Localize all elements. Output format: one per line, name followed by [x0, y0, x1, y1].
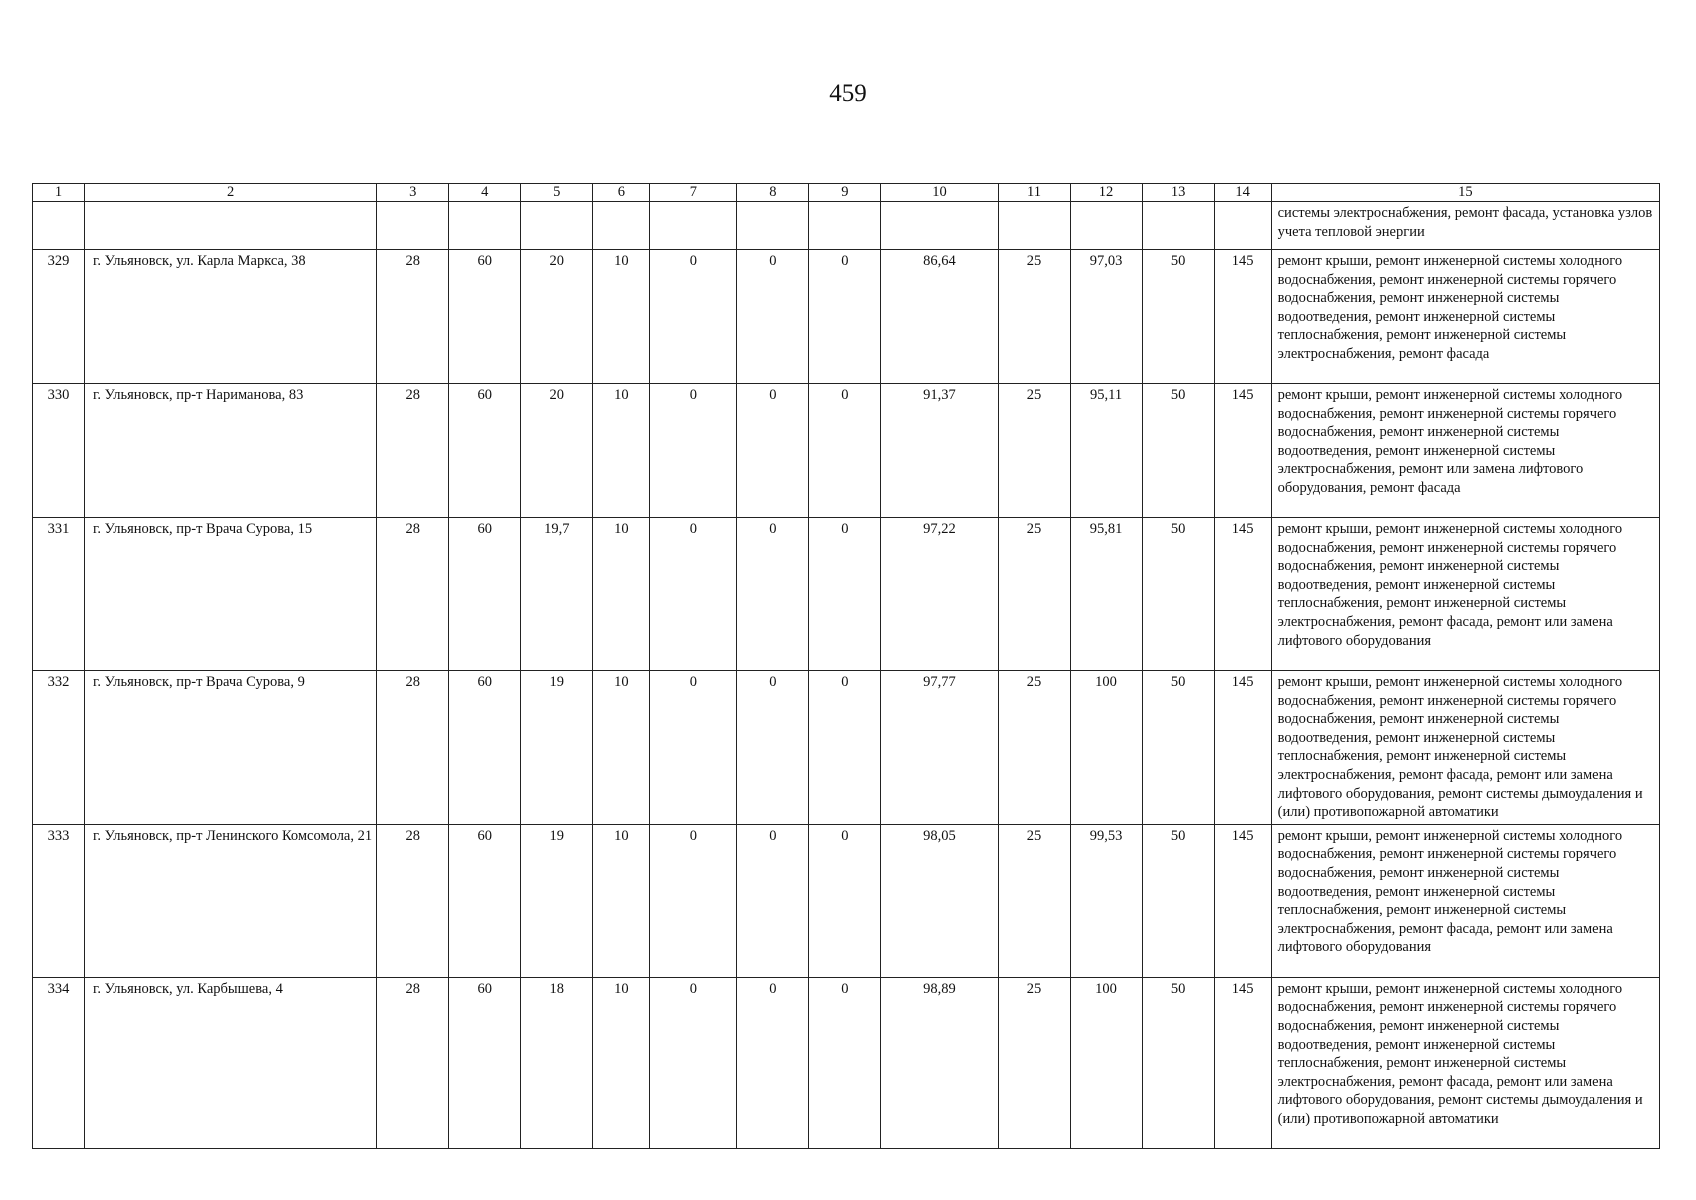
value-cell-c14: 145 [1214, 977, 1271, 1148]
value-cell-c6: 10 [593, 518, 650, 671]
value-cell-c9: 0 [809, 671, 881, 825]
value-cell-c4: 60 [449, 518, 521, 671]
value-cell-c4: 60 [449, 671, 521, 825]
value-cell-c9: 0 [809, 824, 881, 977]
value-cell-c9: 0 [809, 384, 881, 518]
value-cell-c7: 0 [650, 250, 737, 384]
empty-cell [998, 202, 1070, 250]
value-cell-c12: 95,11 [1070, 384, 1142, 518]
value-cell-c5: 20 [521, 384, 593, 518]
address-cell: г. Ульяновск, пр-т Ленинского Комсомола, 21 [85, 824, 377, 977]
value-cell-c13: 50 [1142, 824, 1214, 977]
works-cell: ремонт крыши, ремонт инженерной системы холодного водоснабжения, ремонт инженерной системы горячего водоснабжения, ремонт инженерной системы водоотведения, ремонт инженерной системы электроснабжения, ремонт или замена лифтового оборудования, ремонт фасада [1271, 384, 1659, 518]
row-number-cell: 332 [33, 671, 85, 825]
address-cell: г. Ульяновск, пр-т Врача Сурова, 15 [85, 518, 377, 671]
empty-cell [593, 202, 650, 250]
value-cell-c7: 0 [650, 384, 737, 518]
column-header: 2 [85, 184, 377, 202]
works-cell: ремонт крыши, ремонт инженерной системы холодного водоснабжения, ремонт инженерной системы горячего водоснабжения, ремонт инженерной системы водоотведения, ремонт инженерной системы теплоснабжения, ремонт инженерной системы электроснабжения, ремонт фасада, ремонт или замена лифтового оборудования, ремонт системы дымоудаления и (или) противопожарной автоматики [1271, 671, 1659, 825]
value-cell-c10: 91,37 [881, 384, 998, 518]
page-number: 459 [829, 80, 867, 107]
row-number-cell: 331 [33, 518, 85, 671]
column-header: 12 [1070, 184, 1142, 202]
value-cell-c11: 25 [998, 518, 1070, 671]
value-cell-c7: 0 [650, 671, 737, 825]
value-cell-c7: 0 [650, 977, 737, 1148]
column-header: 11 [998, 184, 1070, 202]
value-cell-c3: 28 [377, 384, 449, 518]
value-cell-c11: 25 [998, 250, 1070, 384]
value-cell-c6: 10 [593, 384, 650, 518]
row-number-cell: 333 [33, 824, 85, 977]
address-cell: г. Ульяновск, пр-т Врача Сурова, 9 [85, 671, 377, 825]
value-cell-c4: 60 [449, 977, 521, 1148]
column-header: 14 [1214, 184, 1271, 202]
value-cell-c6: 10 [593, 671, 650, 825]
value-cell-c10: 97,22 [881, 518, 998, 671]
table-row [33, 384, 1660, 518]
empty-cell [809, 202, 881, 250]
column-header: 4 [449, 184, 521, 202]
works-cell: ремонт крыши, ремонт инженерной системы холодного водоснабжения, ремонт инженерной системы горячего водоснабжения, ремонт инженерной системы водоотведения, ремонт инженерной системы теплоснабжения, ремонт инженерной системы электроснабжения, ремонт фасада, ремонт или замена лифтового оборудования [1271, 824, 1659, 977]
value-cell-c10: 86,64 [881, 250, 998, 384]
value-cell-c9: 0 [809, 977, 881, 1148]
repair-program-table [32, 183, 1660, 1149]
value-cell-c10: 98,05 [881, 824, 998, 977]
table-row [33, 977, 1660, 1148]
row-number-cell: 329 [33, 250, 85, 384]
value-cell-c12: 95,81 [1070, 518, 1142, 671]
table-body [33, 250, 1660, 1149]
value-cell-c4: 60 [449, 824, 521, 977]
address-cell: г. Ульяновск, ул. Карбышева, 4 [85, 977, 377, 1148]
column-header: 5 [521, 184, 593, 202]
value-cell-c4: 60 [449, 250, 521, 384]
value-cell-c3: 28 [377, 671, 449, 825]
column-header: 8 [737, 184, 809, 202]
empty-cell [737, 202, 809, 250]
empty-cell [650, 202, 737, 250]
value-cell-c3: 28 [377, 977, 449, 1148]
value-cell-c13: 50 [1142, 518, 1214, 671]
value-cell-c13: 50 [1142, 384, 1214, 518]
works-cell: системы электроснабжения, ремонт фасада, установка узлов учета тепловой энергии [1271, 202, 1659, 250]
empty-cell [449, 202, 521, 250]
column-number-row [33, 184, 1660, 202]
column-header: 9 [809, 184, 881, 202]
value-cell-c9: 0 [809, 250, 881, 384]
table-row [33, 250, 1660, 384]
value-cell-c14: 145 [1214, 671, 1271, 825]
value-cell-c12: 100 [1070, 671, 1142, 825]
value-cell-c14: 145 [1214, 824, 1271, 977]
value-cell-c3: 28 [377, 824, 449, 977]
value-cell-c7: 0 [650, 824, 737, 977]
empty-cell [1070, 202, 1142, 250]
value-cell-c8: 0 [737, 250, 809, 384]
value-cell-c9: 0 [809, 518, 881, 671]
value-cell-c7: 0 [650, 518, 737, 671]
value-cell-c8: 0 [737, 824, 809, 977]
table-row [33, 518, 1660, 671]
address-cell: г. Ульяновск, пр-т Нариманова, 83 [85, 384, 377, 518]
value-cell-c5: 18 [521, 977, 593, 1148]
column-header: 1 [33, 184, 85, 202]
value-cell-c11: 25 [998, 977, 1070, 1148]
value-cell-c6: 10 [593, 977, 650, 1148]
value-cell-c5: 20 [521, 250, 593, 384]
table-row [33, 671, 1660, 825]
value-cell-c13: 50 [1142, 977, 1214, 1148]
value-cell-c11: 25 [998, 671, 1070, 825]
value-cell-c14: 145 [1214, 384, 1271, 518]
column-header: 7 [650, 184, 737, 202]
column-header: 13 [1142, 184, 1214, 202]
value-cell-c8: 0 [737, 384, 809, 518]
column-header: 10 [881, 184, 998, 202]
empty-cell [521, 202, 593, 250]
value-cell-c14: 145 [1214, 518, 1271, 671]
row-number-cell: 334 [33, 977, 85, 1148]
address-cell: г. Ульяновск, ул. Карла Маркса, 38 [85, 250, 377, 384]
works-cell: ремонт крыши, ремонт инженерной системы холодного водоснабжения, ремонт инженерной системы горячего водоснабжения, ремонт инженерной системы водоотведения, ремонт инженерной системы теплоснабжения, ремонт инженерной системы электроснабжения, ремонт фасада [1271, 250, 1659, 384]
value-cell-c14: 145 [1214, 250, 1271, 384]
value-cell-c5: 19 [521, 824, 593, 977]
continuation-row [33, 202, 1660, 250]
value-cell-c10: 97,77 [881, 671, 998, 825]
column-header: 6 [593, 184, 650, 202]
empty-cell [377, 202, 449, 250]
value-cell-c8: 0 [737, 518, 809, 671]
row-number-cell: 330 [33, 384, 85, 518]
value-cell-c6: 10 [593, 250, 650, 384]
value-cell-c11: 25 [998, 824, 1070, 977]
value-cell-c3: 28 [377, 250, 449, 384]
value-cell-c13: 50 [1142, 250, 1214, 384]
empty-cell [1142, 202, 1214, 250]
value-cell-c12: 100 [1070, 977, 1142, 1148]
value-cell-c10: 98,89 [881, 977, 998, 1148]
empty-cell [85, 202, 377, 250]
works-cell: ремонт крыши, ремонт инженерной системы холодного водоснабжения, ремонт инженерной системы горячего водоснабжения, ремонт инженерной системы водоотведения, ремонт инженерной системы теплоснабжения, ремонт инженерной системы электроснабжения, ремонт фасада, ремонт или замена лифтового оборудования, ремонт системы дымоудаления и (или) противопожарной автоматики [1271, 977, 1659, 1148]
value-cell-c4: 60 [449, 384, 521, 518]
empty-cell [1214, 202, 1271, 250]
value-cell-c12: 99,53 [1070, 824, 1142, 977]
column-header: 3 [377, 184, 449, 202]
works-cell: ремонт крыши, ремонт инженерной системы холодного водоснабжения, ремонт инженерной системы горячего водоснабжения, ремонт инженерной системы водоотведения, ремонт инженерной системы теплоснабжения, ремонт инженерной системы электроснабжения, ремонт фасада, ремонт или замена лифтового оборудования [1271, 518, 1659, 671]
empty-cell [881, 202, 998, 250]
value-cell-c6: 10 [593, 824, 650, 977]
value-cell-c5: 19 [521, 671, 593, 825]
value-cell-c13: 50 [1142, 671, 1214, 825]
column-header: 15 [1271, 184, 1659, 202]
value-cell-c12: 97,03 [1070, 250, 1142, 384]
empty-cell [33, 202, 85, 250]
value-cell-c11: 25 [998, 384, 1070, 518]
value-cell-c5: 19,7 [521, 518, 593, 671]
value-cell-c3: 28 [377, 518, 449, 671]
table-row [33, 824, 1660, 977]
value-cell-c8: 0 [737, 977, 809, 1148]
value-cell-c8: 0 [737, 671, 809, 825]
